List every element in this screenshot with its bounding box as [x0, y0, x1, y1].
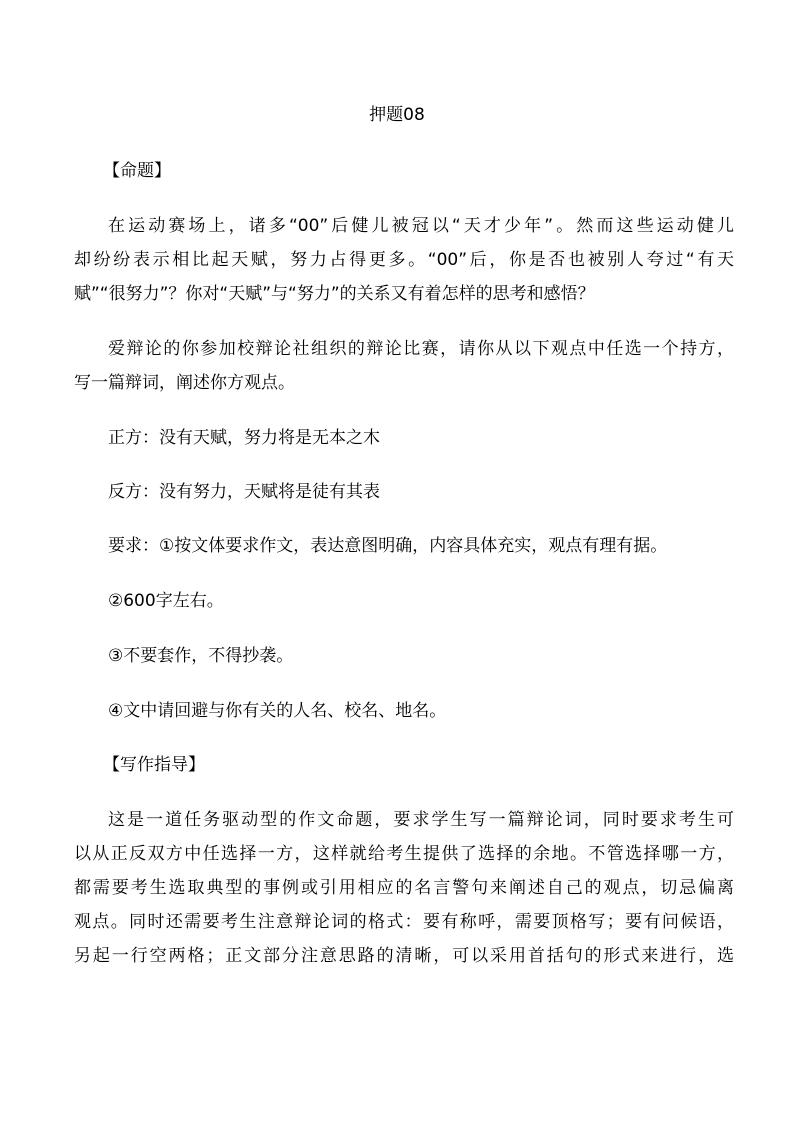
side-con: 反方：没有努力，天赋将是徒有其表	[108, 482, 380, 502]
requirement-item: ③不要套作，不得抄袭。	[108, 646, 294, 666]
document-title: 押题08	[369, 105, 425, 125]
paragraph-line: 都需要考生选取典型的事例或引用相应的名言警句来阐述自己的观点，切忌偏离	[74, 878, 734, 898]
requirement-item: ④文中请回避与你有关的人名、校名、地名。	[108, 701, 447, 721]
paragraph-line: 在运动赛场上，诸多“00”后健儿被冠以“天才少年”。然而这些运动健儿	[108, 216, 734, 236]
side-pro: 正方：没有天赋，努力将是无本之木	[108, 428, 380, 448]
paragraph-line: 写一篇辩词，阐述你方观点。	[74, 373, 295, 393]
paragraph-line: 却纷纷表示相比起天赋，努力占得更多。“00”后，你是否也被别人夸过“有天	[74, 250, 734, 270]
paragraph-line: 爱辩论的你参加校辩论社组织的辩论比赛，请你从以下观点中任选一个持方，	[108, 339, 734, 359]
requirement-item: 要求：①按文体要求作文，表达意图明确，内容具体充实，观点有理有据。	[108, 536, 668, 556]
paragraph-line: 这是一道任务驱动型的作文命题，要求学生写一篇辩论词，同时要求考生可	[108, 810, 734, 830]
requirement-item: ②600字左右。	[108, 591, 224, 611]
paragraph-line: 观点。同时还需要考生注意辩论词的格式：要有称呼，需要顶格写；要有问候语，	[74, 912, 734, 932]
paragraph-line: 另起一行空两格；正文部分注意思路的清晰，可以采用首括句的形式来进行，选	[74, 946, 734, 966]
section-heading-guide: 【写作指导】	[103, 755, 205, 775]
paragraph-line: 赋”“很努力”？你对“天赋”与“努力”的关系又有着怎样的思考和感悟？	[74, 284, 595, 304]
paragraph-line: 以从正反双方中任选择一方，这样就给考生提供了选择的余地。不管选择哪一方，	[74, 844, 734, 864]
section-heading-prompt: 【命题】	[103, 161, 171, 181]
